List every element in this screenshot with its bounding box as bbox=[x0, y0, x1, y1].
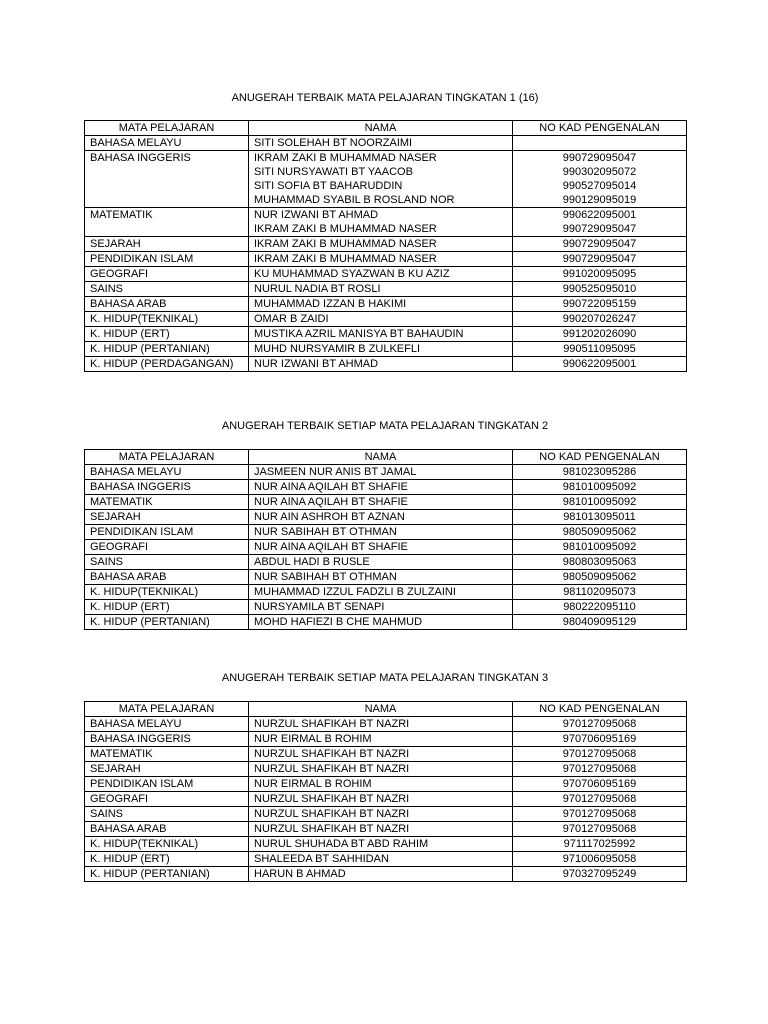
ic-cell: 990622095001 bbox=[513, 357, 687, 372]
subject-cell: SAINS bbox=[85, 282, 249, 297]
subject-cell: BAHASA MELAYU bbox=[85, 717, 249, 732]
ic-cell: 970127095068 bbox=[513, 747, 687, 762]
ic-cell: 971006095058 bbox=[513, 852, 687, 867]
table-row bbox=[85, 480, 687, 495]
ic-cell: 980222095110 bbox=[513, 600, 687, 615]
table-row bbox=[85, 732, 687, 747]
table-row bbox=[85, 510, 687, 525]
award-table bbox=[84, 701, 687, 882]
name-cell: SITI NURSYAWATI BT YAACOB bbox=[249, 165, 513, 179]
header-ic: NO KAD PENGENALAN bbox=[513, 702, 687, 717]
ic-cell: 990729095047 bbox=[513, 237, 687, 252]
name-cell: NUR AINA AQILAH BT SHAFIE bbox=[249, 540, 513, 555]
subject-cell: BAHASA ARAB bbox=[85, 297, 249, 312]
subject-cell: K. HIDUP(TEKNIKAL) bbox=[85, 585, 249, 600]
name-cell: OMAR B ZAIDI bbox=[249, 312, 513, 327]
name-cell: MUHAMMAD IZZAN B HAKIMI bbox=[249, 297, 513, 312]
ic-cell: 981010095092 bbox=[513, 495, 687, 510]
table-row bbox=[85, 342, 687, 357]
name-cell: NUR SABIHAH BT OTHMAN bbox=[249, 525, 513, 540]
table-row bbox=[85, 570, 687, 585]
name-cell: IKRAM ZAKI B MUHAMMAD NASER bbox=[249, 252, 513, 267]
name-cell: NUR IZWANI BT AHMAD bbox=[249, 208, 513, 223]
section-title: ANUGERAH TERBAIK MATA PELAJARAN TINGKATAN 1 (16) bbox=[231, 92, 539, 104]
name-cell: IKRAM ZAKI B MUHAMMAD NASER bbox=[249, 237, 513, 252]
header-ic: NO KAD PENGENALAN bbox=[513, 450, 687, 465]
subject-cell: GEOGRAFI bbox=[85, 792, 249, 807]
name-cell: NURZUL SHAFIKAH BT NAZRI bbox=[249, 822, 513, 837]
subject-cell: K. HIDUP (ERT) bbox=[85, 600, 249, 615]
subject-cell: MATEMATIK bbox=[85, 495, 249, 510]
table-row bbox=[85, 540, 687, 555]
name-cell: MUSTIKA AZRIL MANISYA BT BAHAUDIN bbox=[249, 327, 513, 342]
name-cell: IKRAM ZAKI B MUHAMMAD NASER bbox=[249, 222, 513, 237]
table-row bbox=[85, 852, 687, 867]
name-cell: HARUN B AHMAD bbox=[249, 867, 513, 882]
name-cell: NUR AINA AQILAH BT SHAFIE bbox=[249, 495, 513, 510]
table-row bbox=[85, 615, 687, 630]
subject-cell: PENDIDIKAN ISLAM bbox=[85, 252, 249, 267]
table-row bbox=[85, 208, 687, 223]
table-row bbox=[85, 267, 687, 282]
name-cell: NUR IZWANI BT AHMAD bbox=[249, 357, 513, 372]
ic-cell: 970127095068 bbox=[513, 807, 687, 822]
section-title: ANUGERAH TERBAIK SETIAP MATA PELAJARAN TINGKATAN 2 bbox=[221, 420, 549, 432]
ic-cell: 990525095010 bbox=[513, 282, 687, 297]
subject-cell: K. HIDUP (ERT) bbox=[85, 852, 249, 867]
name-cell: NUR SABIHAH BT OTHMAN bbox=[249, 570, 513, 585]
section-title: ANUGERAH TERBAIK SETIAP MATA PELAJARAN TINGKATAN 3 bbox=[221, 672, 549, 684]
ic-cell: 981023095286 bbox=[513, 465, 687, 480]
name-cell: NURUL NADIA BT ROSLI bbox=[249, 282, 513, 297]
subject-cell: BAHASA ARAB bbox=[85, 822, 249, 837]
ic-cell: 981010095092 bbox=[513, 540, 687, 555]
name-cell: NURZUL SHAFIKAH BT NAZRI bbox=[249, 717, 513, 732]
header-subject: MATA PELAJARAN bbox=[85, 702, 249, 717]
ic-cell: 990729095047 bbox=[513, 222, 687, 237]
subject-cell: BAHASA INGGERIS bbox=[85, 151, 249, 166]
ic-cell: 991020095095 bbox=[513, 267, 687, 282]
section-tingkatan-3 bbox=[84, 671, 686, 882]
ic-cell: 971117025992 bbox=[513, 837, 687, 852]
ic-cell: 970127095068 bbox=[513, 792, 687, 807]
header-subject: MATA PELAJARAN bbox=[85, 450, 249, 465]
table-row bbox=[85, 312, 687, 327]
subject-cell bbox=[85, 165, 249, 179]
subject-cell: BAHASA MELAYU bbox=[85, 465, 249, 480]
ic-cell: 970327095249 bbox=[513, 867, 687, 882]
table-row bbox=[85, 717, 687, 732]
subject-cell: SAINS bbox=[85, 807, 249, 822]
ic-cell: 990129095019 bbox=[513, 193, 687, 208]
ic-cell: 981010095092 bbox=[513, 480, 687, 495]
subject-cell: K. HIDUP(TEKNIKAL) bbox=[85, 837, 249, 852]
subject-cell: BAHASA INGGERIS bbox=[85, 732, 249, 747]
subject-cell bbox=[85, 222, 249, 237]
name-cell: JASMEEN NUR ANIS BT JAMAL bbox=[249, 465, 513, 480]
subject-cell: K. HIDUP (PERTANIAN) bbox=[85, 867, 249, 882]
name-cell: KU MUHAMMAD SYAZWAN B KU AZIZ bbox=[249, 267, 513, 282]
name-cell: NURZUL SHAFIKAH BT NAZRI bbox=[249, 747, 513, 762]
header-ic: NO KAD PENGENALAN bbox=[513, 121, 687, 136]
name-cell: NUR AIN ASHROH BT AZNAN bbox=[249, 510, 513, 525]
ic-cell: 990622095001 bbox=[513, 208, 687, 223]
table-row bbox=[85, 555, 687, 570]
ic-cell: 991202026090 bbox=[513, 327, 687, 342]
name-cell: MUHD NURSYAMIR B ZULKEFLI bbox=[249, 342, 513, 357]
header-subject: MATA PELAJARAN bbox=[85, 121, 249, 136]
subject-cell bbox=[85, 193, 249, 208]
table-row bbox=[85, 282, 687, 297]
table-row bbox=[85, 837, 687, 852]
subject-cell: GEOGRAFI bbox=[85, 267, 249, 282]
table-row bbox=[85, 495, 687, 510]
ic-cell: 990302095072 bbox=[513, 165, 687, 179]
table-row bbox=[85, 525, 687, 540]
table-row bbox=[85, 792, 687, 807]
subject-cell: K. HIDUP(TEKNIKAL) bbox=[85, 312, 249, 327]
table-row bbox=[85, 807, 687, 822]
section-tingkatan-2 bbox=[84, 419, 686, 630]
subject-cell: SEJARAH bbox=[85, 510, 249, 525]
name-cell: SITI SOFIA BT BAHARUDDIN bbox=[249, 179, 513, 193]
subject-cell: SAINS bbox=[85, 555, 249, 570]
subject-cell bbox=[85, 179, 249, 193]
table-row bbox=[85, 151, 687, 166]
award-table bbox=[84, 120, 687, 372]
table-row bbox=[85, 252, 687, 267]
table-row bbox=[85, 777, 687, 792]
table-row bbox=[85, 193, 687, 208]
subject-cell: PENDIDIKAN ISLAM bbox=[85, 525, 249, 540]
ic-cell: 990527095014 bbox=[513, 179, 687, 193]
subject-cell: MATEMATIK bbox=[85, 208, 249, 223]
subject-cell: BAHASA MELAYU bbox=[85, 136, 249, 151]
ic-cell: 970127095068 bbox=[513, 762, 687, 777]
ic-cell: 990722095159 bbox=[513, 297, 687, 312]
table-row bbox=[85, 136, 687, 151]
name-cell: ABDUL HADI B RUSLE bbox=[249, 555, 513, 570]
header-name: NAMA bbox=[249, 702, 513, 717]
name-cell: MUHAMMAD IZZUL FADZLI B ZULZAINI bbox=[249, 585, 513, 600]
header-name: NAMA bbox=[249, 450, 513, 465]
subject-cell: SEJARAH bbox=[85, 762, 249, 777]
ic-cell: 980803095063 bbox=[513, 555, 687, 570]
subject-cell: K. HIDUP (ERT) bbox=[85, 327, 249, 342]
ic-cell: 980409095129 bbox=[513, 615, 687, 630]
subject-cell: BAHASA INGGERIS bbox=[85, 480, 249, 495]
name-cell: NUR EIRMAL B ROHIM bbox=[249, 777, 513, 792]
table-row bbox=[85, 762, 687, 777]
ic-cell: 981013095011 bbox=[513, 510, 687, 525]
table-row bbox=[85, 465, 687, 480]
table-row bbox=[85, 222, 687, 237]
table-row bbox=[85, 822, 687, 837]
subject-cell: GEOGRAFI bbox=[85, 540, 249, 555]
name-cell: NURSYAMILA BT SENAPI bbox=[249, 600, 513, 615]
subject-cell: K. HIDUP (PERDAGANGAN) bbox=[85, 357, 249, 372]
table-row bbox=[85, 585, 687, 600]
ic-cell: 970127095068 bbox=[513, 822, 687, 837]
ic-cell: 970706095169 bbox=[513, 732, 687, 747]
table-row bbox=[85, 237, 687, 252]
subject-cell: PENDIDIKAN ISLAM bbox=[85, 777, 249, 792]
name-cell: NUR AINA AQILAH BT SHAFIE bbox=[249, 480, 513, 495]
ic-cell bbox=[513, 136, 687, 151]
ic-cell: 990207026247 bbox=[513, 312, 687, 327]
ic-cell: 990729095047 bbox=[513, 151, 687, 166]
table-row bbox=[85, 179, 687, 193]
table-row bbox=[85, 747, 687, 762]
ic-cell: 981102095073 bbox=[513, 585, 687, 600]
name-cell: MOHD HAFIEZI B CHE MAHMUD bbox=[249, 615, 513, 630]
section-tingkatan-1 bbox=[84, 91, 686, 372]
table-row bbox=[85, 600, 687, 615]
name-cell: NURZUL SHAFIKAH BT NAZRI bbox=[249, 807, 513, 822]
name-cell: NURZUL SHAFIKAH BT NAZRI bbox=[249, 792, 513, 807]
table-row bbox=[85, 297, 687, 312]
ic-cell: 980509095062 bbox=[513, 570, 687, 585]
award-table bbox=[84, 449, 687, 630]
ic-cell: 990729095047 bbox=[513, 252, 687, 267]
subject-cell: K. HIDUP (PERTANIAN) bbox=[85, 615, 249, 630]
table-row bbox=[85, 867, 687, 882]
subject-cell: MATEMATIK bbox=[85, 747, 249, 762]
subject-cell: K. HIDUP (PERTANIAN) bbox=[85, 342, 249, 357]
name-cell: MUHAMMAD SYABIL B ROSLAND NOR bbox=[249, 193, 513, 208]
name-cell: SITI SOLEHAH BT NOORZAIMI bbox=[249, 136, 513, 151]
table-row bbox=[85, 165, 687, 179]
subject-cell: SEJARAH bbox=[85, 237, 249, 252]
ic-cell: 980509095062 bbox=[513, 525, 687, 540]
name-cell: NURUL SHUHADA BT ABD RAHIM bbox=[249, 837, 513, 852]
table-row bbox=[85, 357, 687, 372]
name-cell: NURZUL SHAFIKAH BT NAZRI bbox=[249, 762, 513, 777]
header-name: NAMA bbox=[249, 121, 513, 136]
ic-cell: 970127095068 bbox=[513, 717, 687, 732]
name-cell: SHALEEDA BT SAHHIDAN bbox=[249, 852, 513, 867]
name-cell: IKRAM ZAKI B MUHAMMAD NASER bbox=[249, 151, 513, 166]
subject-cell: BAHASA ARAB bbox=[85, 570, 249, 585]
table-row bbox=[85, 327, 687, 342]
ic-cell: 970706095169 bbox=[513, 777, 687, 792]
ic-cell: 990511095095 bbox=[513, 342, 687, 357]
name-cell: NUR EIRMAL B ROHIM bbox=[249, 732, 513, 747]
